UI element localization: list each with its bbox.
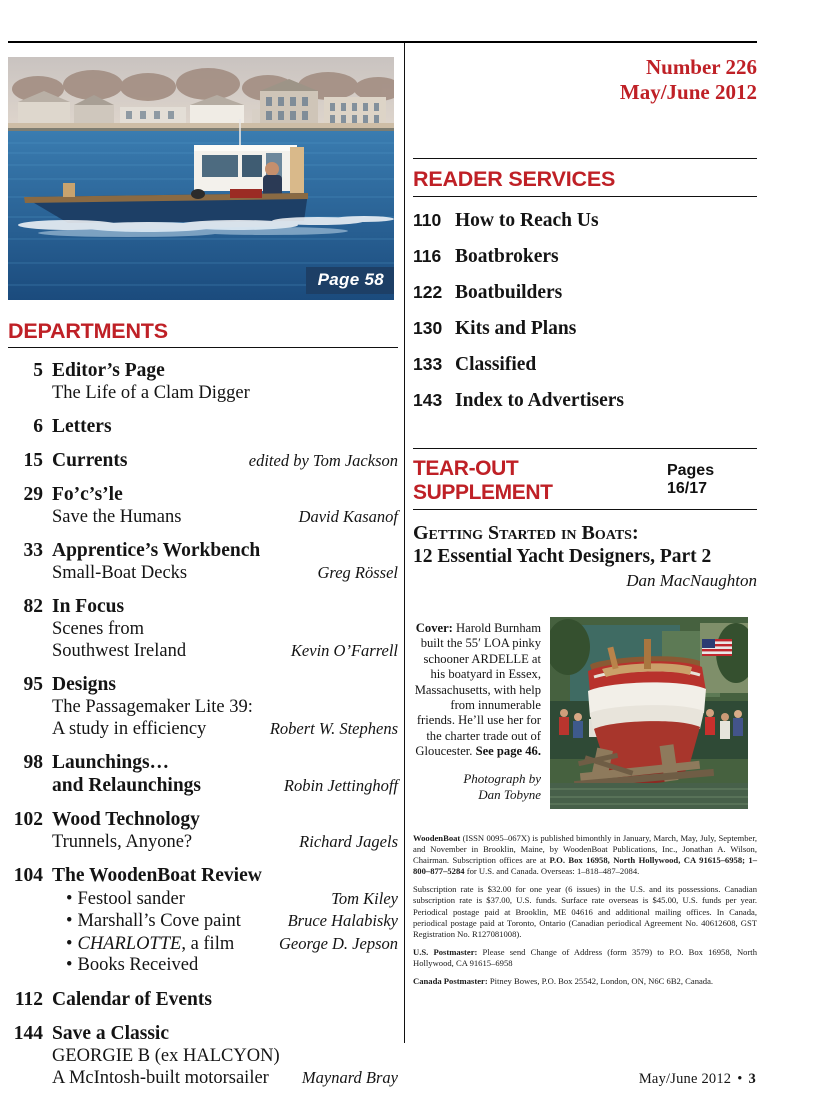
- toc-author: edited by Tom Jackson: [248, 450, 398, 470]
- colophon: [413, 833, 757, 987]
- toc-title: In Focus: [52, 595, 125, 617]
- hero-photo-illustration: [8, 57, 394, 300]
- issue-date: May/June 2012: [619, 80, 757, 104]
- toc-subtitle-2: Southwest Ireland: [52, 640, 187, 661]
- cover-photo-illustration: [550, 617, 748, 809]
- reader-services-section: [413, 158, 757, 412]
- toc-subtitle: Scenes from: [52, 618, 144, 639]
- toc-subtitle-2: A McIntosh-built motorsailer: [52, 1067, 269, 1088]
- toc-entry[interactable]: [8, 988, 398, 1011]
- reader-services-item[interactable]: [413, 353, 757, 376]
- toc-title: Apprentice’s Workbench: [52, 539, 261, 561]
- masthead: [413, 55, 757, 105]
- toc-subtitle: The Life of a Clam Digger: [52, 382, 250, 403]
- rs-page-number: 116: [413, 246, 442, 266]
- toc-page-number: 102: [13, 808, 43, 830]
- toc-subtitle: Trunnels, Anyone?: [52, 831, 193, 852]
- review-item[interactable]: [66, 933, 398, 956]
- toc-page-number: 104: [13, 864, 43, 886]
- toc-subtitle: The Passagemaker Lite 39:: [52, 696, 253, 717]
- tear-out-pages: Pages 16/17: [666, 462, 715, 497]
- toc-subtitle: GEORGIE B (ex HALCYON): [52, 1045, 280, 1066]
- colophon-paragraph-4: [413, 976, 757, 987]
- toc-author: Maynard Bray: [301, 1067, 398, 1087]
- us-postmaster-label: U.S. Postmaster:: [413, 946, 478, 957]
- cover-block: [413, 617, 757, 809]
- toc-title: The WoodenBoat Review: [52, 864, 262, 886]
- toc-subtitle: Small-Boat Decks: [52, 562, 188, 583]
- review-item[interactable]: [66, 888, 398, 911]
- left-column: [8, 57, 398, 1100]
- toc-subtitle: Save the Humans: [52, 506, 182, 527]
- cover-caption: [413, 617, 541, 803]
- canada-postmaster-label: Canada Postmaster:: [413, 976, 488, 987]
- toc-author: Richard Jagels: [299, 831, 398, 851]
- hero-page-badge[interactable]: Page 58: [306, 267, 394, 294]
- toc-entry[interactable]: [8, 539, 398, 584]
- review-item[interactable]: [66, 955, 398, 977]
- toc-author: Kevin O’Farrell: [290, 640, 398, 660]
- toc-title: Fo’c’s’le: [52, 483, 123, 505]
- toc-entry[interactable]: [8, 673, 398, 740]
- toc-title: Letters: [52, 415, 112, 437]
- toc-author: David Kasanof: [298, 506, 398, 526]
- rs-page-number: 110: [413, 210, 442, 230]
- toc-page-number: 95: [23, 673, 43, 695]
- footer-dot: •: [737, 1071, 743, 1087]
- rs-label: Boatbuilders: [455, 282, 563, 303]
- toc-page-number: 15: [23, 449, 43, 471]
- review-title: Festool sander: [77, 888, 185, 909]
- tear-out-rule: [413, 509, 757, 510]
- toc-page-number: 29: [23, 483, 43, 505]
- colophon-address: P.O. Box 16958, North Hollywood, CA 91615–6958; 1–800–877–5284: [413, 855, 757, 877]
- toc-page-number: 144: [13, 1022, 43, 1044]
- footer-page-number: 3: [748, 1071, 756, 1087]
- reader-services-rule: [413, 196, 757, 197]
- colophon-paragraph-1: [413, 833, 757, 877]
- review-title-italic: CHARLOTTE: [77, 933, 182, 954]
- departments-list: [8, 359, 398, 1089]
- reader-services-item[interactable]: [413, 389, 757, 412]
- colophon-p1c: for U.S. and Canada. Overseas: 1–818–487–2084.: [464, 866, 640, 877]
- toc-title: Editor’s Page: [52, 359, 165, 381]
- cover-credit-line2: Dan Tobyne: [478, 786, 541, 802]
- cover-caption-text: Harold Burnham built the 55′ LOA pinky schooner ARDELLE at his boatyard in Essex, Massachusetts, with help from innumerable friends. He’ll use her for the charter trade out of Gloucester.: [414, 621, 541, 759]
- toc-author: Greg Rössel: [317, 562, 398, 582]
- reader-services-item[interactable]: [413, 245, 757, 268]
- toc-entry[interactable]: [8, 449, 398, 472]
- toc-entry[interactable]: [8, 864, 398, 977]
- tear-out-title-line1: Getting Started in Boats:: [413, 522, 639, 544]
- toc-page-number: 112: [14, 988, 43, 1010]
- toc-entry[interactable]: [8, 415, 398, 438]
- bullet-icon: •: [66, 933, 73, 954]
- rs-label: Kits and Plans: [455, 318, 577, 339]
- cover-photo: [550, 617, 748, 809]
- toc-entry[interactable]: [8, 595, 398, 662]
- toc-entry[interactable]: [8, 808, 398, 853]
- toc-title: Calendar of Events: [52, 988, 212, 1010]
- toc-page-number: 6: [33, 415, 43, 437]
- toc-title: Currents: [52, 449, 128, 471]
- toc-title: Save a Classic: [52, 1022, 169, 1044]
- toc-page-number: 5: [33, 359, 43, 381]
- bullet-icon: •: [66, 888, 73, 909]
- cover-see-page: See page 46.: [475, 744, 541, 759]
- review-author: Bruce Halabisky: [287, 911, 398, 931]
- toc-entry[interactable]: [8, 483, 398, 528]
- review-item[interactable]: [66, 910, 398, 933]
- toc-title: Launchings…: [52, 751, 170, 773]
- tear-out-heading: TEAR-OUT SUPPLEMENT: [413, 457, 553, 504]
- rs-page-number: 133: [413, 354, 443, 374]
- toc-title-2: and Relaunchings: [52, 774, 202, 796]
- colophon-brand: WoodenBoat: [413, 833, 461, 843]
- toc-page-number: 98: [23, 751, 43, 773]
- footer-date: May/June 2012: [638, 1071, 732, 1087]
- rs-label: How to Reach Us: [455, 210, 599, 231]
- us-postmaster-text: Please send Change of Address (form 3579) to P.O. Box 16958, North Hollywood, CA 91615–6958: [413, 946, 757, 968]
- review-title: Books Received: [77, 955, 199, 976]
- issue-number: Number 226: [645, 55, 757, 79]
- rs-label: Boatbrokers: [455, 246, 559, 267]
- colophon-p1a: (ISSN 0095–067X) is published bimonthly in January, March, May, July, September, and November in Brooklin, Maine, by WoodenBoat Publications, Inc., Jonathan A. Wilson, Chairman. Subscription offices are at: [413, 833, 757, 866]
- rs-page-number: 122: [413, 282, 443, 302]
- reader-services-item[interactable]: [413, 281, 757, 304]
- rs-label: Classified: [455, 354, 537, 375]
- toc-title: Wood Technology: [52, 808, 200, 830]
- colophon-paragraph-2: Subscription rate is $32.00 for one year (6 issues) in the U.S. and its possessions. Canadian subscription rate is $37.00, U.S. funds. Surface rate overseas is $45.00, U.S. funds per year. Periodical postage paid at Brooklin, ME 04616 and additional mailing offices. In Canada, periodical postage paid at Toronto, Ontario (Canadian periodical Agreement No. 40612608, GST Registration No. R127081008).: [413, 884, 757, 939]
- reader-services-item[interactable]: [413, 317, 757, 340]
- toc-author: Robert W. Stephens: [269, 718, 398, 738]
- rs-label: Index to Advertisers: [455, 390, 624, 411]
- review-author: Tom Kiley: [331, 888, 398, 908]
- review-list: [52, 888, 398, 977]
- bullet-icon: •: [66, 955, 73, 976]
- departments-rule: [8, 347, 398, 348]
- cover-label: Cover:: [415, 621, 453, 635]
- reader-services-heading: READER SERVICES: [413, 158, 757, 192]
- toc-entry[interactable]: [8, 359, 398, 404]
- reader-services-list: [413, 209, 757, 412]
- colophon-paragraph-3: [413, 947, 757, 969]
- rs-page-number: 130: [413, 318, 443, 338]
- review-author: George D. Jepson: [279, 933, 398, 953]
- toc-entry[interactable]: [8, 1022, 398, 1089]
- toc-title: Designs: [52, 673, 116, 695]
- toc-page-number: 82: [23, 595, 43, 617]
- reader-services-item[interactable]: [413, 209, 757, 232]
- cover-credit-line1: Photograph by: [463, 770, 541, 786]
- tear-out-section: [413, 448, 757, 591]
- cover-credit: [413, 771, 541, 803]
- bullet-icon: •: [66, 911, 73, 932]
- tear-out-title-line2: 12 Essential Yacht Designers, Part 2: [413, 546, 712, 567]
- right-column: [413, 55, 757, 994]
- column-divider: [404, 43, 405, 1043]
- review-title: Marshall’s Cove paint: [77, 911, 241, 932]
- canada-postmaster-text: Pitney Bowes, P.O. Box 25542, London, ON, N6C 6B2, Canada.: [487, 976, 714, 987]
- page-footer: [639, 1071, 756, 1088]
- toc-page-number: 33: [23, 539, 43, 561]
- rs-page-number: 143: [413, 390, 443, 410]
- toc-subtitle-2: A study in efficiency: [52, 718, 207, 739]
- tear-out-author: Dan MacNaughton: [626, 571, 757, 590]
- hero-photo: [8, 57, 394, 300]
- toc-author: Robin Jettinghoff: [283, 775, 398, 795]
- departments-heading: DEPARTMENTS: [8, 319, 168, 343]
- review-title: , a film: [181, 933, 235, 954]
- top-rule: [8, 41, 757, 43]
- toc-entry[interactable]: [8, 751, 398, 797]
